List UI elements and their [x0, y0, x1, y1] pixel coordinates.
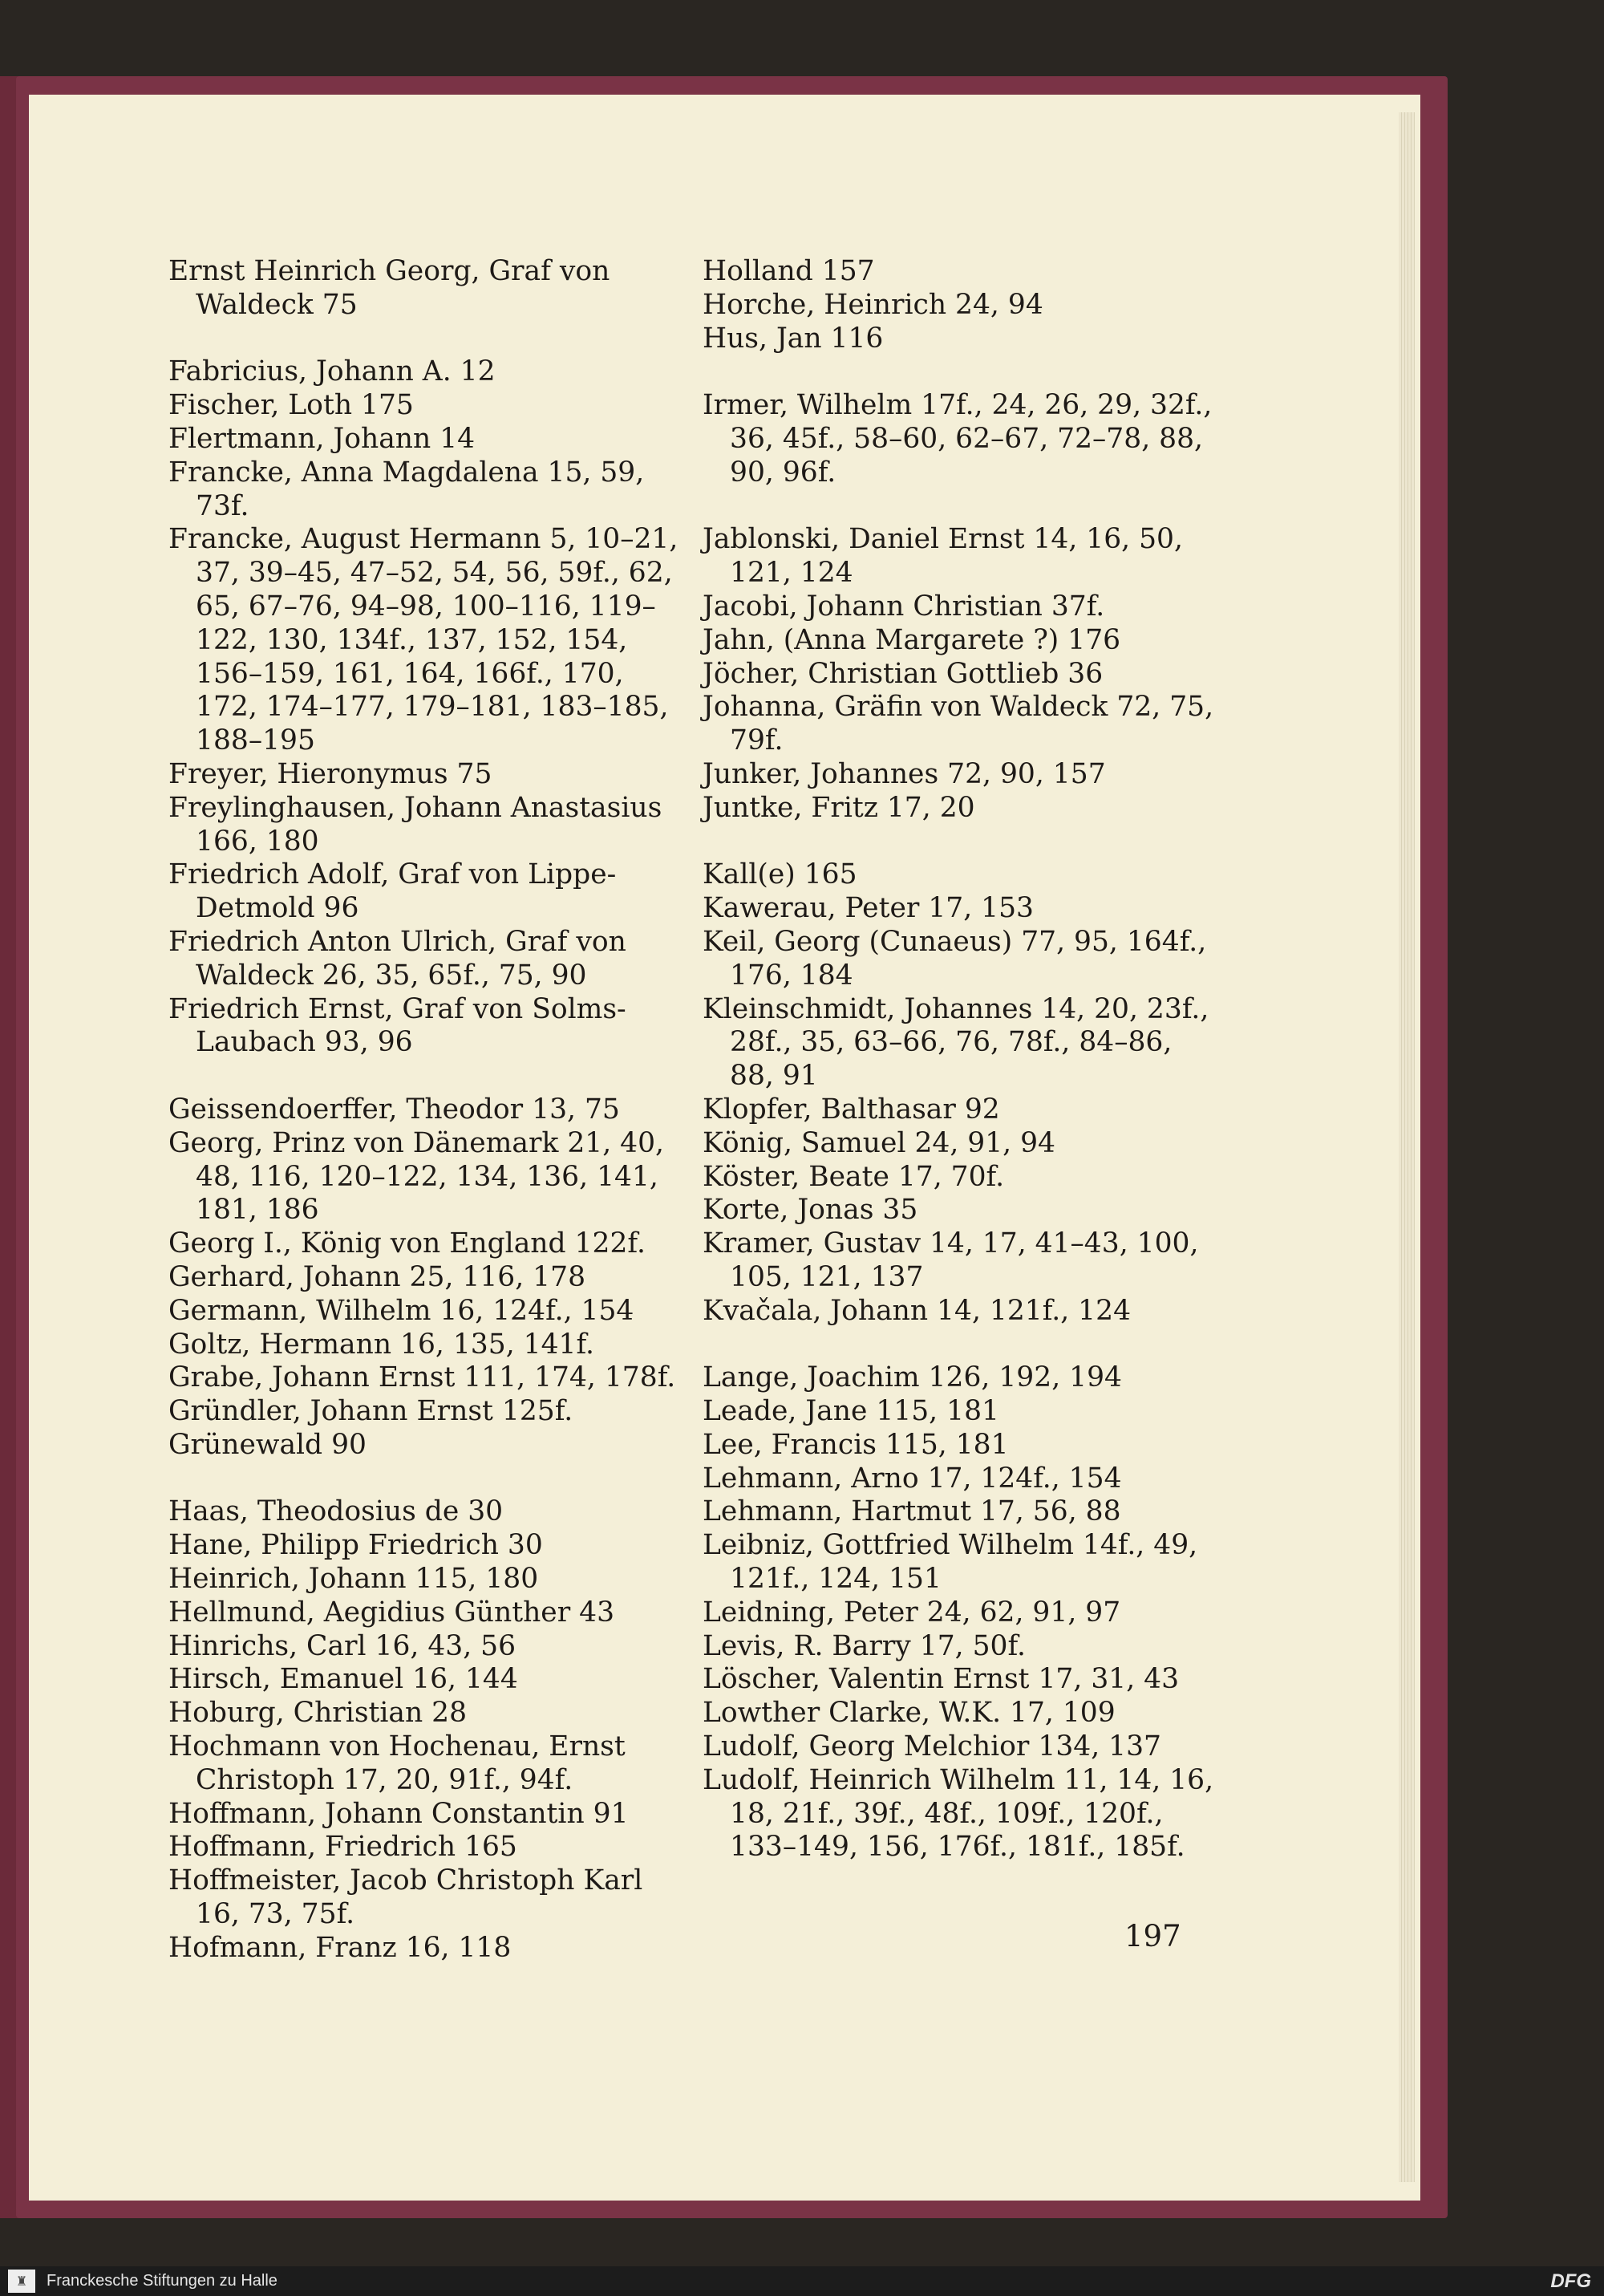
index-entry: Francke, August Hermann 5, 10–21, 37, 39–45, 47–52, 54, 56, 59f., 62, 65, 67–76, 94–98, 100–116, 119–122, 130, 134f., 137, 152, 154, 156–159, 161, 164, 166f., 170, 172, 174–177, 179–181, 183–185, 188–195 [168, 523, 678, 757]
index-entry: Kawerau, Peter 17, 153 [703, 892, 1035, 925]
viewer-footer [0, 2266, 1604, 2296]
index-entry: Fischer, Loth 175 [168, 389, 414, 422]
section-gap [168, 1462, 682, 1496]
index-entry: Klopfer, Balthasar 92 [703, 1093, 1000, 1126]
page-edges [1399, 112, 1415, 2182]
section-gap [703, 826, 1216, 859]
index-entry: Leade, Jane 115, 181 [703, 1395, 999, 1428]
index-entry: Hinrichs, Carl 16, 43, 56 [168, 1629, 516, 1662]
index-entry: Goltz, Hermann 16, 135, 141f. [168, 1328, 594, 1361]
index-entry: Ernst Heinrich Georg, Graf von Waldeck 75 [168, 255, 610, 321]
index-entry: Hoffmann, Friedrich 165 [168, 1831, 517, 1864]
index-column-right [703, 255, 1216, 1864]
index-entry: Friedrich Anton Ulrich, Graf von Waldeck 26, 35, 65f., 75, 90 [168, 925, 626, 992]
index-entry: Georg, Prinz von Dänemark 21, 40, 48, 116, 120–122, 134, 136, 141, 181, 186 [168, 1126, 665, 1227]
index-entry: Haas, Theodosius de 30 [168, 1495, 504, 1528]
index-entry: Flertmann, Johann 14 [168, 422, 476, 455]
index-entry: Holland 157 [703, 255, 875, 287]
index-entry: Hane, Philipp Friedrich 30 [168, 1529, 543, 1562]
index-entry: Horche, Heinrich 24, 94 [703, 288, 1043, 321]
index-entry: Germann, Wilhelm 16, 124f., 154 [168, 1294, 634, 1327]
index-entry: Johanna, Gräfin von Waldeck 72, 75, 79f. [703, 691, 1214, 757]
index-entry: Kvačala, Johann 14, 121f., 124 [703, 1294, 1132, 1327]
index-entry: Hoburg, Christian 28 [168, 1697, 468, 1730]
index-entry: Junker, Johannes 72, 90, 157 [703, 757, 1106, 790]
index-entry: Geissendoerffer, Theodor 13, 75 [168, 1093, 620, 1126]
index-entry: Francke, Anna Magdalena 15, 59, 73f. [168, 456, 645, 522]
index-entry: Kleinschmidt, Johannes 14, 20, 23f., 28f., 35, 63–66, 76, 78f., 84–86, 88, 91 [703, 992, 1209, 1093]
index-entry: Freyer, Hieronymus 75 [168, 757, 492, 790]
section-gap [168, 1060, 682, 1093]
index-entry: Leibniz, Gottfried Wilhelm 14f., 49, 121f., 124, 151 [703, 1529, 1198, 1596]
index-entry: Jöcher, Christian Gottlieb 36 [703, 657, 1104, 690]
index-entry: Freylinghausen, Johann Anastasius 166, 180 [168, 791, 662, 858]
index-column-left [168, 255, 682, 1965]
index-entry: Fabricius, Johann A. 12 [168, 355, 496, 388]
index-entry: Irmer, Wilhelm 17f., 24, 26, 29, 32f., 36, 45f., 58–60, 62–67, 72–78, 88, 90, 96f. [703, 389, 1213, 489]
index-entry: Grabe, Johann Ernst 111, 174, 178f. [168, 1361, 676, 1394]
index-entry: Gerhard, Johann 25, 116, 178 [168, 1260, 586, 1293]
section-gap [703, 490, 1216, 524]
index-entry: Jacobi, Johann Christian 37f. [703, 590, 1105, 623]
index-entry: König, Samuel 24, 91, 94 [703, 1126, 1056, 1159]
index-entry: Kramer, Gustav 14, 17, 41–43, 100, 105, 121, 137 [703, 1227, 1199, 1293]
dfg-logo[interactable]: DFG [1550, 2270, 1591, 2292]
index-entry: Löscher, Valentin Ernst 17, 31, 43 [703, 1663, 1180, 1696]
index-entry: Hochmann von Hochenau, Ernst Christoph 17, 20, 91f., 94f. [168, 1730, 626, 1796]
index-entry: Keil, Georg (Cunaeus) 77, 95, 164f., 176, 184 [703, 925, 1207, 992]
section-gap [703, 1329, 1216, 1362]
index-entry: Hirsch, Emanuel 16, 144 [168, 1663, 518, 1696]
index-entry: Juntke, Fritz 17, 20 [703, 791, 975, 824]
index-entry: Lehmann, Arno 17, 124f., 154 [703, 1462, 1122, 1495]
index-entry: Georg I., König von England 122f. [168, 1227, 646, 1260]
index-entry: Jahn, (Anna Margarete ?) 176 [703, 623, 1121, 656]
section-gap [703, 355, 1216, 389]
index-entry: Leidning, Peter 24, 62, 91, 97 [703, 1596, 1121, 1629]
index-entry: Levis, R. Barry 17, 50f. [703, 1629, 1026, 1662]
index-entry: Ludolf, Georg Melchior 134, 137 [703, 1730, 1161, 1763]
index-entry: Köster, Beate 17, 70f. [703, 1160, 1005, 1193]
index-entry: Lowther Clarke, W.K. 17, 109 [703, 1697, 1116, 1730]
index-entry: Hus, Jan 116 [703, 322, 884, 355]
index-entry: Hellmund, Aegidius Günther 43 [168, 1596, 615, 1629]
index-entry: Hofmann, Franz 16, 118 [168, 1931, 512, 1964]
index-entry: Gründler, Johann Ernst 125f. [168, 1395, 573, 1428]
page-number: 197 [1124, 1919, 1181, 1953]
index-entry: Friedrich Adolf, Graf von Lippe-Detmold 96 [168, 858, 617, 925]
index-entry: Korte, Jonas 35 [703, 1194, 918, 1227]
index-entry: Kall(e) 165 [703, 858, 857, 891]
index-entry: Jablonski, Daniel Ernst 14, 16, 50, 121, 124 [703, 523, 1183, 590]
section-gap [168, 322, 682, 356]
institution-name[interactable]: Franckesche Stiftungen zu Halle [47, 2272, 277, 2290]
index-entry: Friedrich Ernst, Graf von Solms-Laubach 93, 96 [168, 992, 626, 1059]
index-entry: Lange, Joachim 126, 192, 194 [703, 1361, 1122, 1394]
index-entry: Lehmann, Hartmut 17, 56, 88 [703, 1495, 1121, 1528]
institution-logo-icon: ♜ [8, 2270, 35, 2293]
index-entry: Lee, Francis 115, 181 [703, 1428, 1009, 1461]
index-entry: Grünewald 90 [168, 1428, 367, 1461]
index-entry: Ludolf, Heinrich Wilhelm 11, 14, 16, 18, 21f., 39f., 48f., 109f., 120f., 133–149, 156, 176f., 181f., 185f. [703, 1763, 1214, 1864]
index-entry: Heinrich, Johann 115, 180 [168, 1563, 539, 1596]
index-entry: Hoffmann, Johann Constantin 91 [168, 1797, 629, 1830]
index-entry: Hoffmeister, Jacob Christoph Karl 16, 73, 75f. [168, 1864, 643, 1931]
